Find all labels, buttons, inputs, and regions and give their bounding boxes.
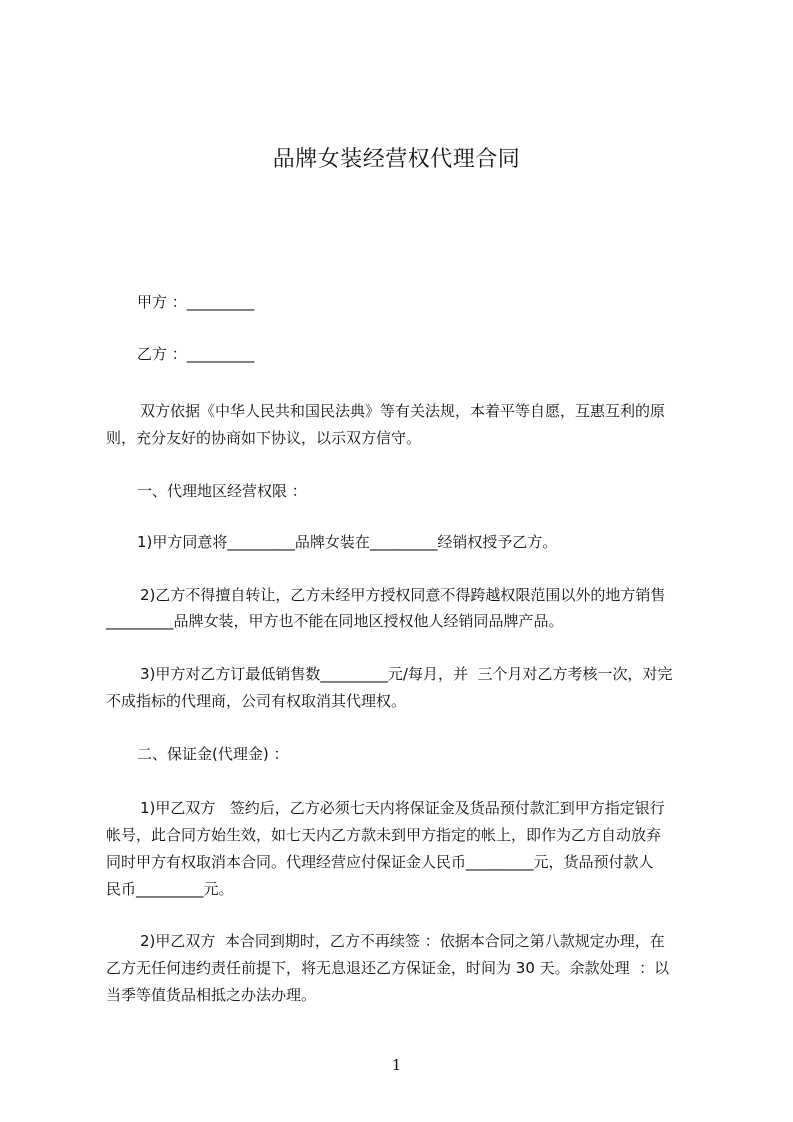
preamble-line-1: 双方依据《中华人民共和国民法典》等有关法规，本着平等自愿，互惠互利的原 — [140, 402, 666, 420]
section-2-clause-1-line-3: 同时甲方有权取消本合同。代理经营应付保证金人民币_________元，货品预付款人 — [106, 853, 654, 871]
section-2-clause-2-line-2: 乙方无任何违约责任前提下，将无息退还乙方保证金，时间为 30 天。余款处理 ：以 — [106, 959, 670, 977]
section-2-clause-1-line-1: 1)甲乙双方 签约后，乙方必须七天内将保证金及货品预付款汇到甲方指定银行 — [140, 799, 665, 817]
section-2-clause-2-line-1: 2)甲乙双方 本合同到期时，乙方不再续签 ：依据本合同之第八款规定办理，在 — [140, 932, 665, 950]
section-2-heading: 二、保证金(代理金) ： — [137, 745, 289, 763]
preamble-line-2: 则，充分友好的协商如下协议，以示双方信守。 — [106, 429, 422, 447]
section-1-clause-3-line-1: 3)甲方对乙方订最低销售数_________元/每月，并 三个月对乙方考核一次，对完 — [140, 665, 673, 683]
party-a-line: 甲方 ：_________ — [137, 293, 255, 311]
section-2-clause-2-line-3: 当季等值货品相抵之办法办理。 — [106, 986, 317, 1004]
section-1-clause-3-line-2: 不成指标的代理商，公司有权取消其代理权。 — [106, 692, 407, 710]
section-2-clause-1-line-4: 民币_________元。 — [106, 880, 234, 898]
party-b-line: 乙方 ：_________ — [137, 345, 255, 363]
document-title: 品牌女装经营权代理合同 — [272, 147, 521, 172]
section-1-clause-2-line-1: 2)乙方不得擅自转让，乙方未经甲方授权同意不得跨越权限范围以外的地方销售 — [140, 586, 666, 604]
section-1-clause-2-line-2: _________品牌女装，甲方也不能在同地区授权他人经销同品牌产品。 — [106, 612, 564, 630]
page-number: 1 — [391, 1056, 402, 1074]
section-1-clause-1: 1)甲方同意将_________品牌女装在_________经销权授予乙方。 — [137, 533, 558, 551]
section-2-clause-1-line-2: 帐号，此合同方始生效，如七天内乙方款未到甲方指定的帐上，即作为乙方自动放弃 — [106, 826, 662, 844]
section-1-heading: 一、代理地区经营权限 ： — [137, 482, 307, 500]
